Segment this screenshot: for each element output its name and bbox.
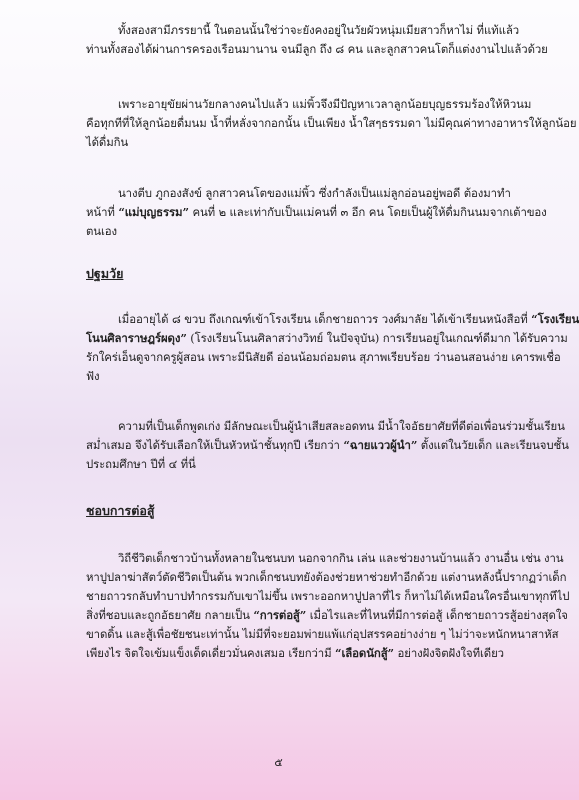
paragraph-4-line-1 <box>118 312 579 326</box>
paragraph-3-line-3: ตนเอง <box>86 224 117 238</box>
text-segment: (โรงเรียนโนนศิลาสว่างวิทย์ ในปัจจุบัน) การเรียนอยู่ในเกณฑ์ดีมาก ได้รับความ <box>186 331 568 345</box>
paragraph-6-line-5: ขาดดิ้น และสู้เพื่อชัยชนะเท่านั้น ไม่มีที่จะยอมพ่ายแพ้แก่อุปสรรคอย่างง่าย ๆ ไม่ว่าจะหนักหนาสาหัส <box>86 627 559 641</box>
text-segment: เมื่อไรและที่ไหนที่มีการต่อสู้ เด็กชายถาวรสู้อย่างสุดใจ <box>306 608 568 622</box>
paragraph-2-line-1: เพราะอายุขัยผ่านวัยกลางคนไปแล้ว แม่พิ้วจึงมีปัญหาเวลาลูกน้อยบุญธรรมร้องให้หิวนม <box>118 97 532 111</box>
paragraph-6-line-1: วิถีชีวิตเด็กชาวบ้านทั้งหลายในชนบท นอกจากกิน เล่น และช่วยงานบ้านแล้ว งานอื่น เช่น งาน <box>118 551 564 565</box>
paragraph-6-line-4 <box>86 608 568 622</box>
paragraph-2-line-3: ได้ดื่มกิน <box>86 135 129 149</box>
bold-term-fighting: “การต่อสู้” <box>253 608 307 622</box>
text-segment: คนที่ ๒ และเท่ากับเป็นแม่คนที่ ๓ อีก คน โดยเป็นผู้ให้ดื่มกินนมจากเต้าของ <box>188 205 547 219</box>
section-heading-early-childhood: ปฐมวัย <box>86 266 124 281</box>
paragraph-5-line-1: ความที่เป็นเด็กพูดเก่ง มีลักษณะเป็นผู้นำเสียสละอดทน มีน้ำใจอัธยาศัยที่ดีต่อเพื่อนร่วมชั้นเรียน <box>118 419 565 433</box>
text-segment: ตั้งแต่ในวัยเด็ก และเรียนจบชั้น <box>417 438 569 452</box>
bold-term-fighter-blood: “เลือดนักสู้” <box>335 646 394 660</box>
text-segment: อย่างฝังจิตฝังใจทีเดียว <box>394 646 504 660</box>
paragraph-3-line-1: นางตีบ ภูกองสังข์ ลูกสาวคนโตของแม่พิ้ว ซึ่งกำลังเป็นแม่ลูกอ่อนอยู่พอดี ต้องมาทำ <box>118 186 511 200</box>
paragraph-4-line-2 <box>86 331 568 345</box>
text-segment: สิ่งที่ชอบและถูกอัธยาศัย กลายเป็น <box>86 608 254 622</box>
bold-term-adoptive-mother: “แม่บุญธรรม” <box>118 205 189 219</box>
paragraph-5-line-2 <box>86 438 569 452</box>
paragraph-4-line-4: ฟัง <box>86 369 100 383</box>
paragraph-6-line-6 <box>86 646 506 660</box>
paragraph-5-line-3: ประถมศึกษา ปีที่ ๔ ที่นี่ <box>86 457 196 471</box>
section-heading-fighting: ชอบการต่อสู้ <box>86 503 155 518</box>
text-segment: เพียงไร จิตใจเข้มแข็งเด็ดเดี่ยวมั่นคงเสมอ เรียกว่ามี <box>86 646 336 660</box>
paragraph-2-line-2: คือทุกทีที่ให้ลูกน้อยดื่มนม น้ำที่หลั่งจากอกนั้น เป็นเพียง น้ำใสๆธรรมดา ไม่มีคุณค่าทางอาหารให้ลูกน้อย <box>86 116 577 130</box>
paragraph-6-line-2: หาปูปลาฆ่าสัตว์ตัดชีวิตเป็นต้น พวกเด็กชนบทยังต้องช่วยหาช่วยทำอีกด้วย แต่งานหลังนี้ปรากฏว่าเด็ก <box>86 570 567 584</box>
paragraph-1-line-1: ทั้งสองสามีภรรยานี้ ในตอนนั้นใช่ว่าจะยังคงอยู่ในวัยผัวหนุ่มเมียสาวก็หาไม่ ที่แท้แล้ว <box>118 23 520 37</box>
paragraph-3-line-2 <box>86 205 547 219</box>
bold-school-name: “โรงเรียน <box>531 312 579 326</box>
text-segment: สม่ำเสมอ จึงได้รับเลือกให้เป็นหัวหน้าชั้นทุกปี เรียกว่า <box>86 438 344 452</box>
paragraph-6-line-3: ชายถาวรกลับทำบาปทำกรรมกับเขาไม่ขึ้น เพราะออกหาปูปลาที่ไร ก็หาไม่ได้เหมือนใครอื่นเขาทุกทีไป <box>86 589 570 603</box>
paragraph-4-line-3: รักใคร่เอ็นดูจากครูผู้สอน เพราะมีนิสัยดี อ่อนน้อมถ่อมตน สุภาพเรียบร้อย ว่านอนสอนง่าย เคารพเชื่อ <box>86 350 561 364</box>
bold-school-name-cont: โนนศิลาราษฎร์ผดุง” <box>86 331 187 345</box>
paragraph-1-line-2: ท่านทั้งสองได้ผ่านการครองเรือนมานาน จนมีลูก ถึง ๘ คน และลูกสาวคนโตก็แต่งงานไปแล้วด้วย <box>86 42 548 56</box>
text-segment: เมื่ออายุได้ ๘ ขวบ ถึงเกณฑ์เข้าโรงเรียน เด็กชายถาวร วงศ์มาลัย ได้เข้าเรียนหนังสือที่ <box>118 312 532 326</box>
text-segment: หน้าที่ <box>86 205 119 219</box>
bold-term-leader: “ฉายแววผู้นำ” <box>343 438 418 452</box>
page-number: ๕ <box>274 756 283 769</box>
